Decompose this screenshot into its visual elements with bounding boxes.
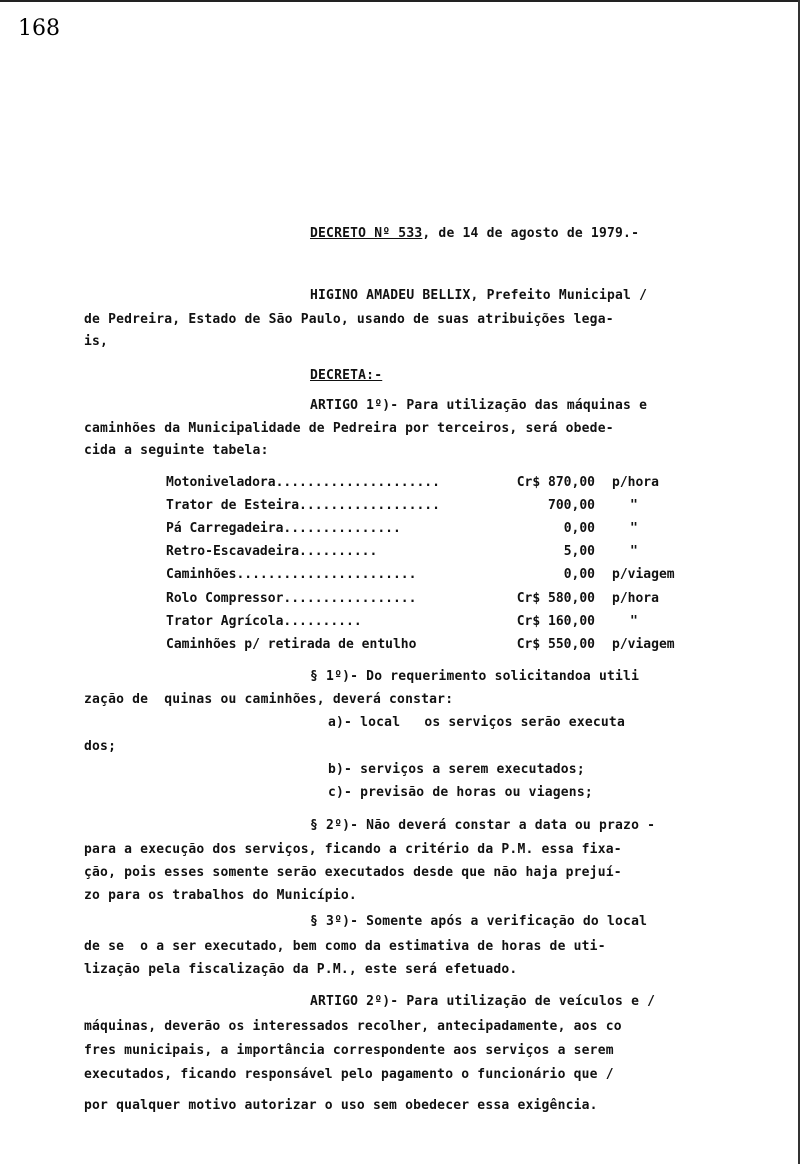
paragrafo2-line: zo para os trabalhos do Município. <box>84 888 357 903</box>
table-unit: " <box>630 498 638 513</box>
paragrafo1-line: a)- local os serviços serão executa <box>328 715 625 730</box>
artigo2-line: ARTIGO 2º)- Para utilização de veículos e / <box>310 994 656 1009</box>
table-item: Pá Carregadeira............... <box>166 521 401 536</box>
intro-line: de Pedreira, Estado de São Paulo, usando de suas atribuições lega- <box>84 312 614 327</box>
decree-number: DECRETO Nº 533 <box>310 226 423 241</box>
scan-top-edge <box>0 0 800 2</box>
table-item: Caminhões....................... <box>166 567 417 582</box>
artigo2-line: por qualquer motivo autorizar o uso sem obedecer essa exigência. <box>84 1098 598 1113</box>
table-item: Trator Agrícola.......... <box>166 614 362 629</box>
table-unit: " <box>630 614 638 629</box>
table-price: Cr$ 580,00 <box>516 591 595 606</box>
paragrafo2-line: § 2º)- Não deverá constar a data ou prazo - <box>310 818 656 833</box>
table-unit: " <box>630 521 638 536</box>
intro-line: HIGINO AMADEU BELLIX, Prefeito Municipal / <box>310 288 648 303</box>
paragrafo1-line: zação de quinas ou caminhões, deverá constar: <box>84 692 454 707</box>
table-unit: p/hora <box>612 591 659 606</box>
paragrafo1-line: dos; <box>84 739 117 754</box>
table-unit: p/viagem <box>612 637 675 652</box>
artigo2-line: máquinas, deverão os interessados recolher, antecipadamente, aos co <box>84 1019 622 1034</box>
decree-heading <box>310 226 639 241</box>
page-number: 168 <box>18 16 60 41</box>
table-price: Cr$ 870,00 <box>516 475 595 490</box>
table-unit: p/viagem <box>612 567 675 582</box>
decree-date: , de 14 de agosto de 1979.- <box>422 226 640 241</box>
table-item: Rolo Compressor................. <box>166 591 417 606</box>
paragrafo3-line: lização pela fiscalização da P.M., este será efetuado. <box>84 962 518 977</box>
artigo1-line: ARTIGO 1º)- Para utilização das máquinas e <box>310 398 648 413</box>
table-item: Retro-Escavadeira.......... <box>166 544 378 559</box>
intro-line: is, <box>84 334 109 349</box>
artigo1-line: caminhões da Municipalidade de Pedreira por terceiros, será obede- <box>84 421 614 436</box>
artigo2-line: executados, ficando responsável pelo pagamento o funcionário que / <box>84 1067 614 1082</box>
paragrafo1-line: § 1º)- Do requerimento solicitandoa utili <box>310 669 640 684</box>
table-unit: p/hora <box>612 475 659 490</box>
table-price: 0,00 <box>563 567 595 582</box>
table-unit: " <box>630 544 638 559</box>
table-item: Trator de Esteira.................. <box>166 498 440 513</box>
table-price: Cr$ 160,00 <box>516 614 595 629</box>
paragrafo1-line: c)- previsão de horas ou viagens; <box>328 785 593 800</box>
paragrafo2-line: para a execução dos serviços, ficando a critério da P.M. essa fixa- <box>84 842 622 857</box>
table-price: 5,00 <box>563 544 595 559</box>
table-item: Motoniveladora..................... <box>166 475 440 490</box>
table-price: Cr$ 550,00 <box>516 637 595 652</box>
artigo1-line: cida a seguinte tabela: <box>84 443 269 458</box>
table-price: 700,00 <box>548 498 595 513</box>
paragrafo2-line: ção, pois esses somente serão executados desde que não haja prejuí- <box>84 865 622 880</box>
paragrafo1-line: b)- serviços a serem executados; <box>328 762 585 777</box>
table-item: Caminhões p/ retirada de entulho <box>166 637 417 652</box>
paragrafo3-line: § 3º)- Somente após a verificação do local <box>310 914 648 929</box>
decreta-heading: DECRETA:- <box>310 368 383 383</box>
table-price: 0,00 <box>563 521 595 536</box>
artigo2-line: fres municipais, a importância correspondente aos serviços a serem <box>84 1043 614 1058</box>
paragrafo3-line: de se o a ser executado, bem como da estimativa de horas de uti- <box>84 939 606 954</box>
